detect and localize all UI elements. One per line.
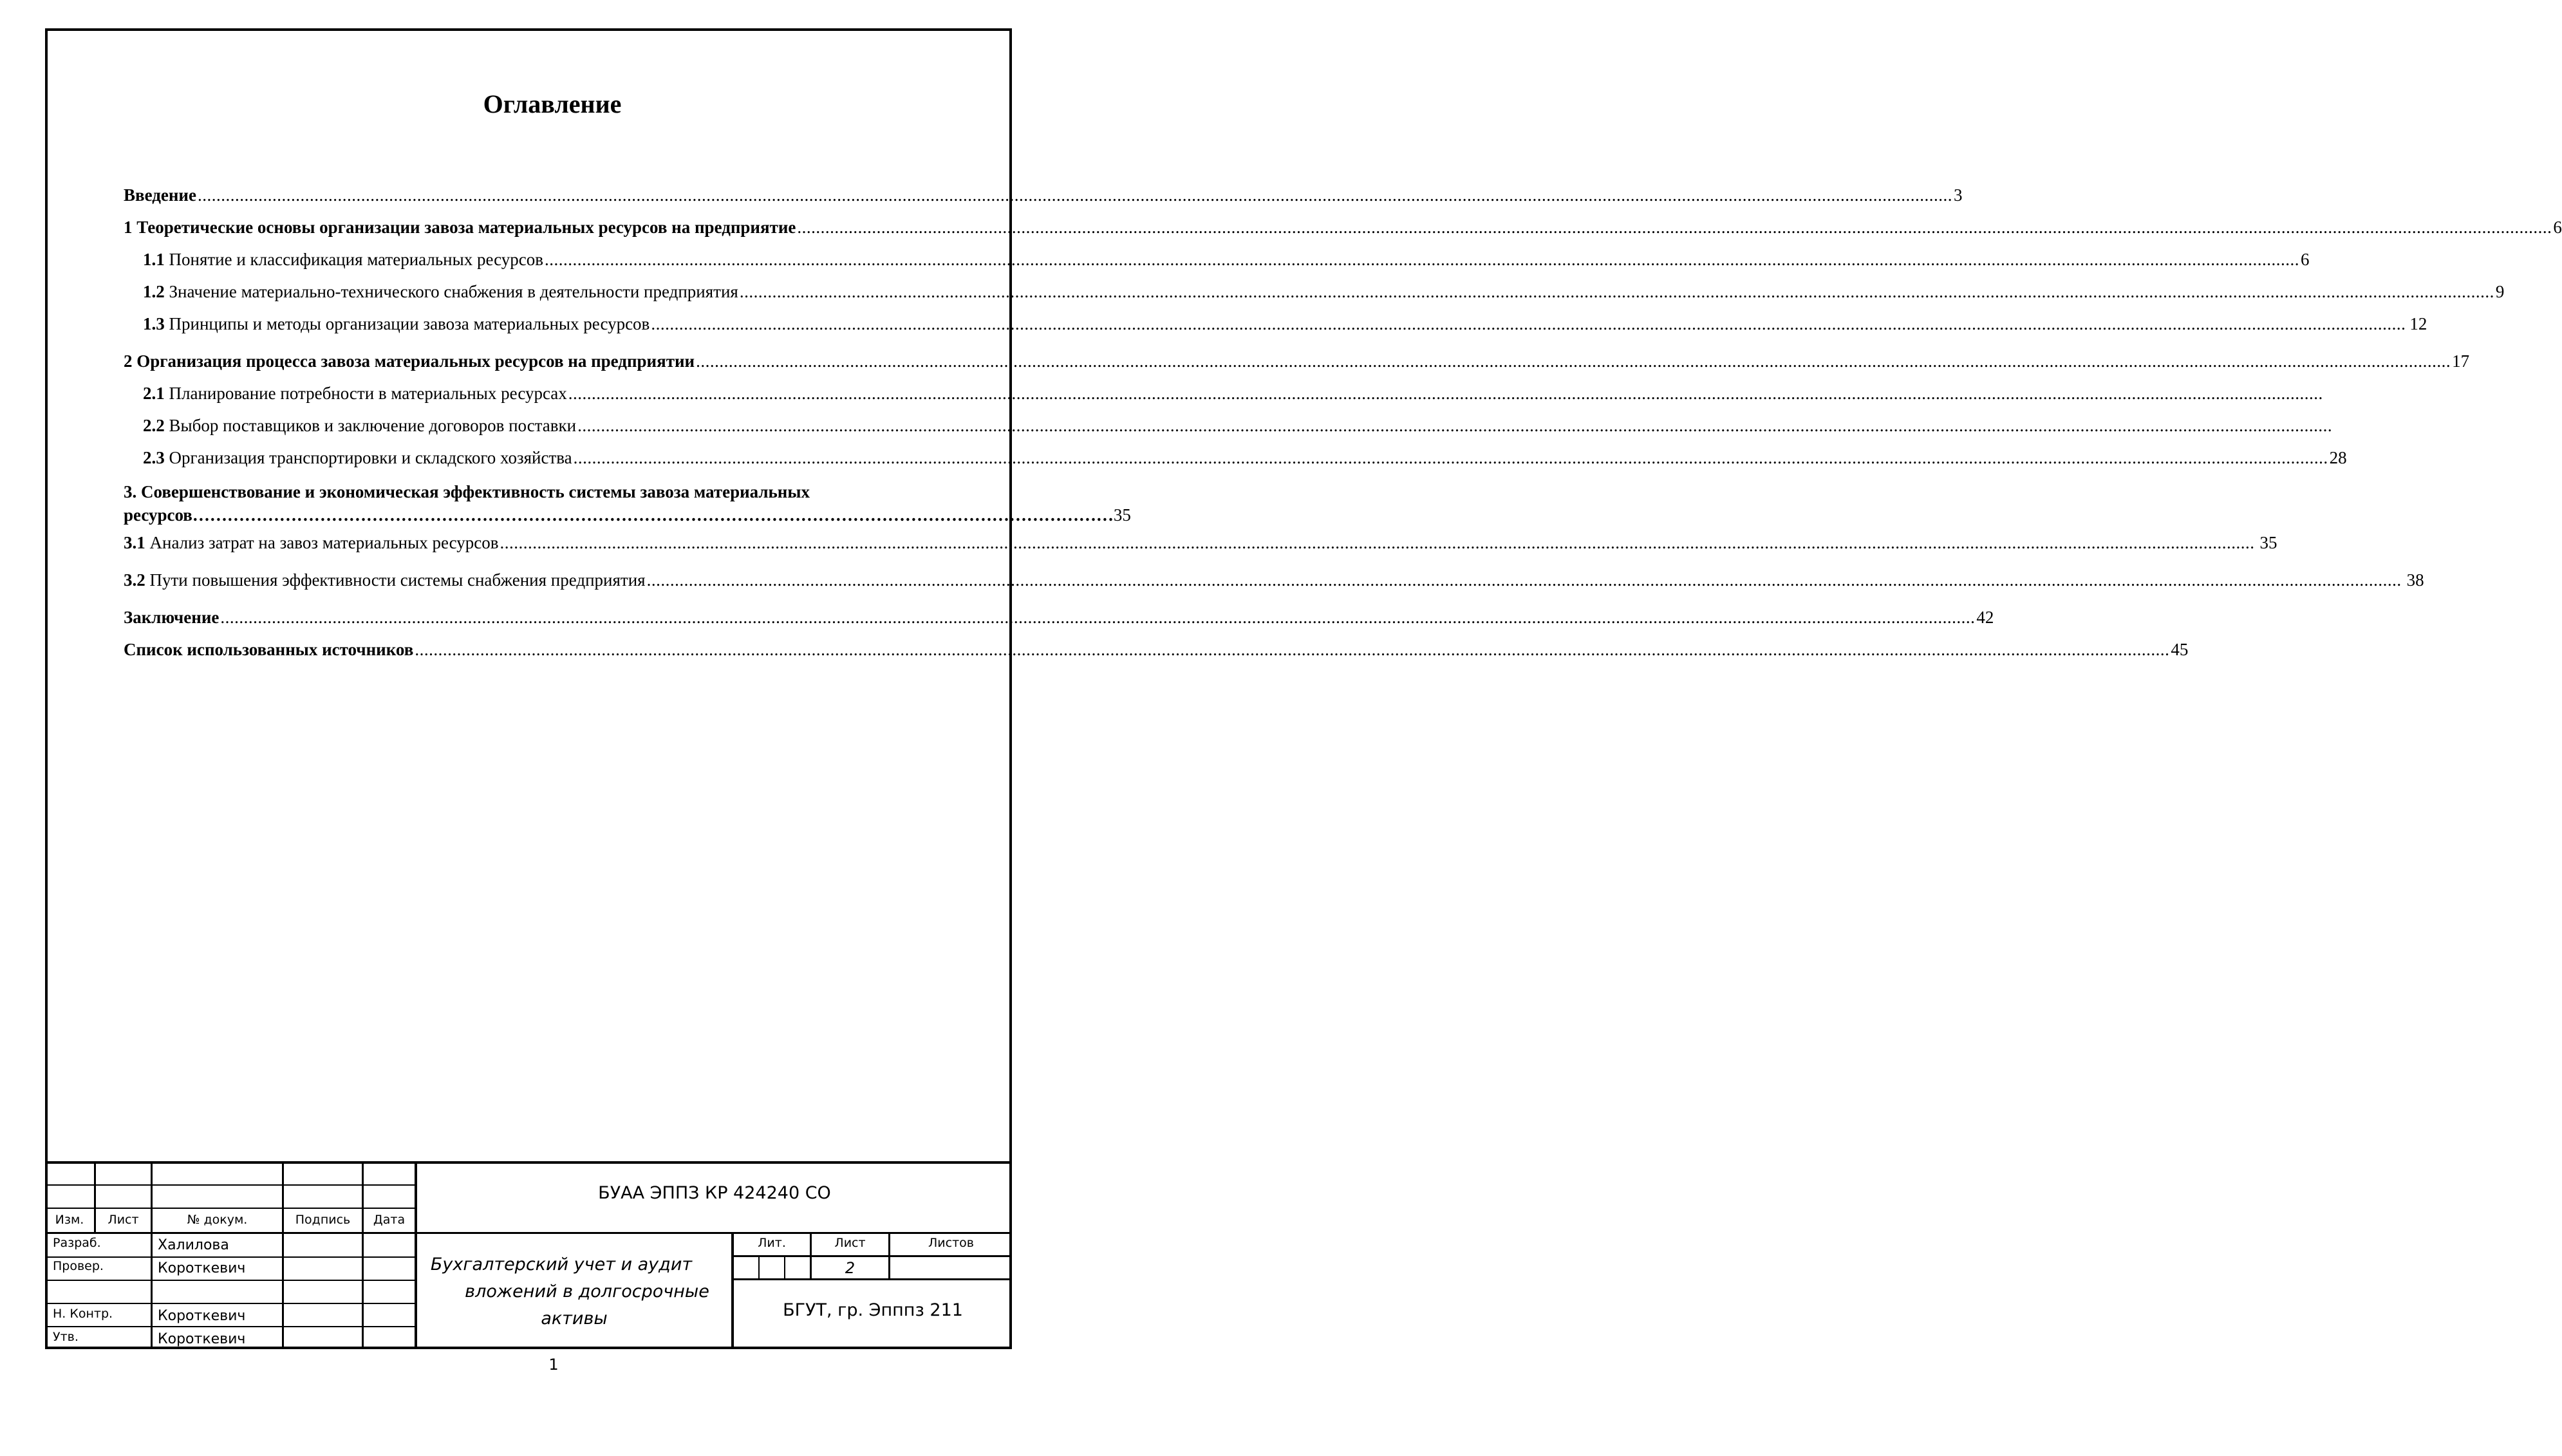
toc-entry-conclusion[interactable]: Заключение ..... 42 <box>124 608 984 640</box>
stamp-name-norm-control: Короткевич <box>158 1308 246 1324</box>
stamp-sheet-label: Лист <box>834 1236 866 1250</box>
page-title: Оглавление <box>483 89 622 118</box>
stamp-name-checker: Короткевич <box>158 1260 246 1276</box>
stamp-col-date: Дата <box>373 1213 406 1227</box>
document-title: Бухгалтерский учет и аудит вложений в долгосрочные активы <box>430 1255 709 1329</box>
toc-entry-1-2[interactable]: 1.2 Значение материально-технического снабжения в деятельности предприятия ..... 9 <box>124 282 984 314</box>
stamp-name-developer: Халилова <box>158 1237 229 1253</box>
stamp-role-approver: Утв. <box>53 1330 79 1344</box>
stamp-role-checker: Провер. <box>53 1259 104 1273</box>
toc-entry-intro[interactable]: Введение ..... 3 <box>124 185 984 218</box>
stamp-sheet-value: 2 <box>845 1259 856 1277</box>
toc-entry-3-1[interactable]: 3.1 Анализ затрат на завоз материальных ресурсов ..... 35 <box>124 533 984 570</box>
toc-entry-3-2[interactable]: 3.2 Пути повышения эффективности системы снабжения предприятия ..... 38 <box>124 570 984 608</box>
stamp-name-approver: Короткевич <box>158 1331 246 1347</box>
toc-entry-chapter-3[interactable]: 3. Совершенствование и экономическая эффективность системы завоза материальных ресурсов …………………………………………………………………………………………………………………………………………… 35 <box>124 480 984 533</box>
stamp-role-developer: Разраб. <box>53 1236 101 1250</box>
stamp-col-sign: Подпись <box>295 1213 351 1227</box>
stamp-role-norm-control: Н. Контр. <box>53 1307 113 1321</box>
stamp-col-list: Лист <box>108 1213 139 1227</box>
toc-entry-chapter-2[interactable]: 2 Организация процесса завоза материальных ресурсов на предприятии ..... 17 <box>124 351 984 384</box>
document-code: БУАА ЭППЗ КР 424240 СО <box>598 1183 831 1203</box>
toc-entry-chapter-1[interactable]: 1 Теоретические основы организации завоза материальных ресурсов на предприятие ..... 6 <box>124 218 984 250</box>
stamp-col-izm: Изм. <box>55 1213 84 1227</box>
stamp-lit-label: Лит. <box>758 1236 786 1250</box>
page-number: 1 <box>548 1356 559 1374</box>
toc-entry-references[interactable]: Список использованных источников ..... 45 <box>124 640 984 672</box>
table-of-contents <box>124 185 2562 672</box>
toc-entry-2-2[interactable]: 2.2 Выбор поставщиков и заключение договоров поставки ..... <box>124 416 984 448</box>
toc-entry-2-1[interactable]: 2.1 Планирование потребности в материальных ресурсах ..... <box>124 384 984 416</box>
title-block-stamp <box>45 1161 1012 1349</box>
toc-entry-1-3[interactable]: 1.3 Принципы и методы организации завоза материальных ресурсов ..... 12 <box>124 314 984 351</box>
stamp-sheets-label: Листов <box>928 1236 974 1250</box>
toc-entry-2-3[interactable]: 2.3 Организация транспортировки и складского хозяйства ..... 28 <box>124 448 984 480</box>
toc-entry-1-1[interactable]: 1.1 Понятие и классификация материальных ресурсов ..... 6 <box>124 250 984 282</box>
stamp-col-doc: № докум. <box>187 1213 248 1227</box>
organization-group: БГУТ, гр. Эпппз 211 <box>783 1300 963 1320</box>
